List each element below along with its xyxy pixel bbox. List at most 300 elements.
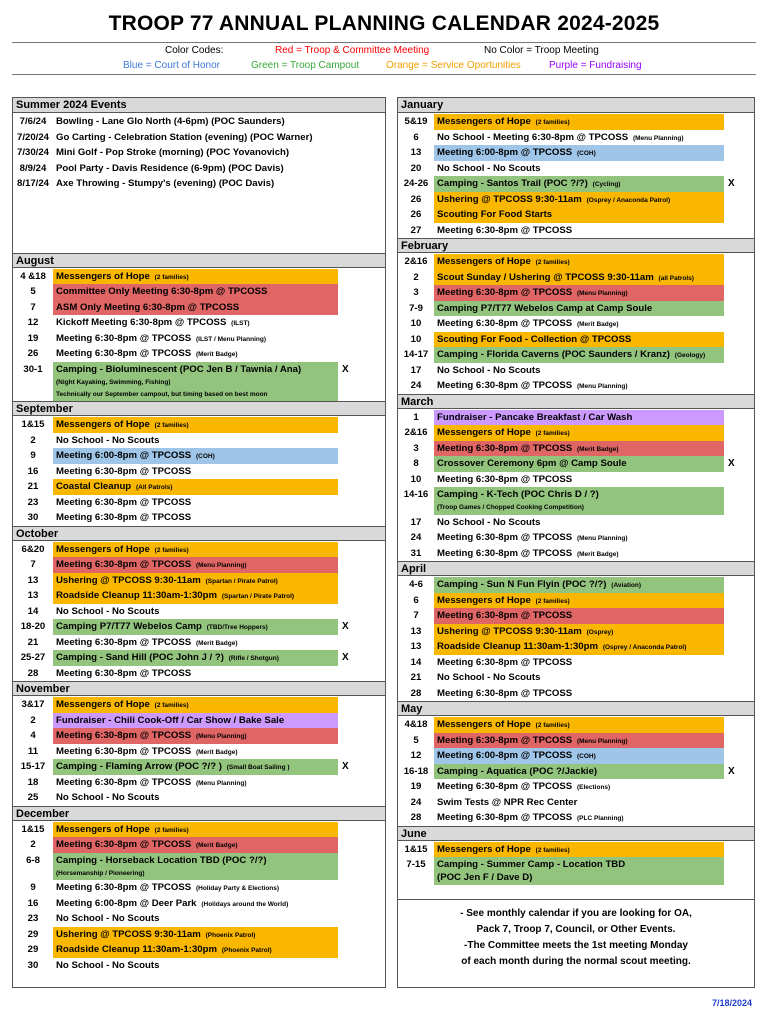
event-title: No School - No Scouts: [56, 959, 160, 971]
event-row: [13, 130, 385, 146]
event-title: Pool Party - Davis Residence (6-9pm) (POC Davis): [56, 162, 284, 174]
event-title: Meeting 6:30-8pm @ TPCOSS: [437, 224, 573, 236]
event-text: [53, 650, 338, 666]
event-detail: (Merit Badge): [575, 550, 619, 558]
event-date: 2: [413, 271, 419, 283]
event-title: Meeting 6:30-8pm @ TPCOSS: [437, 687, 573, 699]
event-date: 20: [410, 162, 422, 174]
event-row: [398, 842, 754, 858]
event-row: [13, 114, 385, 130]
event-detail: (Cycling): [590, 181, 621, 188]
event-detail: (Geology): [672, 352, 706, 359]
event-text: [434, 487, 724, 515]
event-title: Axe Throwing - Stumpy's (evening) (POC Davis): [56, 178, 275, 189]
event-row: [398, 748, 754, 764]
event-text: [434, 515, 724, 531]
event-row: [398, 441, 754, 457]
event-text: [53, 315, 338, 331]
event-text: [53, 588, 338, 604]
event-row: [13, 176, 385, 192]
event-title: Committee Only Meeting 6:30-8pm @ TPCOSS: [56, 286, 268, 297]
section-header-january: January: [398, 98, 754, 113]
event-text: [53, 331, 338, 347]
note-line: of each month during the normal scout meeting.: [461, 955, 691, 967]
event-text: [53, 269, 338, 285]
legend-orange: Orange = Service Oportunities: [386, 60, 521, 71]
event-date: 6-8: [26, 854, 40, 866]
event-text: [434, 456, 724, 472]
event-text: [434, 795, 724, 811]
event-row: [13, 331, 385, 347]
page-title: TROOP 77 ANNUAL PLANNING CALENDAR 2024-2025: [108, 12, 660, 35]
event-date: 19: [410, 781, 422, 792]
event-title: Meeting 6:30-8pm @ TPCOSS: [56, 839, 192, 850]
event-text: [53, 300, 338, 316]
event-subnote: (POC Jen F / Dave D): [437, 872, 533, 883]
event-detail: (2 families): [533, 119, 570, 126]
event-title: No School - No Scouts: [437, 162, 541, 174]
event-date: 29: [27, 928, 39, 940]
event-text: [434, 717, 724, 733]
campout-marker: X: [728, 765, 735, 777]
event-row: [13, 853, 385, 881]
event-text: [53, 635, 338, 651]
event-date: 3&17: [21, 699, 45, 710]
event-title: Bowling - Lane Glo North (4-6pm) (POC Saunders): [56, 116, 285, 127]
event-detail: (All Patrols): [134, 484, 173, 491]
event-text: [53, 837, 338, 853]
event-detail: (2 families): [533, 722, 570, 729]
event-detail: (Merit Badge): [194, 842, 238, 849]
event-title: Meeting 6:00-8pm @ Deer Park: [56, 897, 197, 909]
event-detail: (Holidays around the World): [199, 900, 289, 908]
event-row: [13, 269, 385, 285]
event-detail: (Menu Planning): [575, 290, 628, 297]
section-header-december: December: [13, 806, 385, 821]
event-title: Messengers of Hope: [437, 256, 531, 267]
footer-date: 7/18/2024: [711, 998, 752, 1008]
event-title: Meeting 6:30-8pm @ TPCOSS: [56, 348, 192, 359]
section-header-april: April: [398, 561, 754, 576]
event-text: [53, 433, 338, 449]
event-row: [13, 837, 385, 853]
event-text: [53, 775, 338, 791]
event-text: [434, 130, 724, 146]
event-title: Ushering @ TPCOSS 9:30-11am: [56, 574, 201, 586]
event-title: Mini Golf - Pop Stroke (morning) (POC Yovanovich): [56, 147, 290, 158]
event-date: 13: [410, 147, 422, 158]
event-detail: (2 families): [152, 546, 189, 554]
event-date: 5: [30, 286, 36, 297]
event-detail: (Rifle / Shotgun): [226, 655, 279, 662]
event-text: [434, 441, 724, 457]
event-text: [434, 608, 724, 624]
event-date: 2: [30, 714, 36, 726]
legend-red: Red = Troop & Committee Meeting: [275, 45, 430, 56]
event-text: [434, 161, 724, 177]
event-title: No School - No Scouts: [56, 913, 160, 924]
event-date: 16: [27, 897, 39, 909]
event-title: Meeting 6:30-8pm @ TPCOSS: [56, 559, 192, 570]
event-date: 3: [413, 442, 419, 454]
event-detail: (COH): [575, 753, 596, 760]
event-row: [13, 759, 385, 775]
event-detail: (Menu Planning): [194, 779, 247, 787]
event-date: 1&15: [404, 843, 428, 855]
event-date: 6: [413, 594, 419, 606]
event-text: [434, 764, 724, 780]
event-title: Meeting 6:30-8pm @ TPCOSS: [437, 380, 573, 391]
event-text: [53, 942, 338, 958]
event-row: [398, 114, 754, 130]
event-date: 18: [27, 776, 39, 788]
event-row: [398, 425, 754, 441]
event-date: 24: [410, 532, 422, 543]
event-date: 13: [410, 641, 422, 652]
event-detail: (Osprey / Anaconda Patrol): [584, 196, 671, 204]
event-row: [398, 332, 754, 348]
event-date: 8: [413, 458, 419, 469]
event-text: [53, 161, 338, 177]
event-row: [398, 655, 754, 671]
section-header-march: March: [398, 394, 754, 409]
event-row: [398, 410, 754, 426]
event-row: [13, 315, 385, 331]
event-date: 14-17: [403, 349, 429, 360]
event-date: 23: [27, 496, 39, 508]
event-text: [53, 728, 338, 744]
event-row: [398, 577, 754, 593]
event-date: 30: [27, 512, 39, 523]
event-detail: (Menu Planning): [575, 737, 628, 745]
event-title: Meeting 6:30-8pm @ TPCOSS: [437, 287, 573, 298]
event-row: [398, 670, 754, 686]
left-column: [12, 97, 386, 988]
event-date: 5&19: [404, 116, 428, 127]
event-text: [434, 624, 724, 640]
event-date: 4-6: [409, 579, 423, 590]
event-title: Camping - Aquatica (POC ?/Jackie): [437, 765, 598, 777]
event-text: [434, 546, 724, 562]
event-row: [398, 207, 754, 223]
campout-marker: X: [342, 363, 349, 375]
event-title: Messengers of Hope: [56, 419, 150, 430]
event-row: [398, 456, 754, 472]
event-detail: (2 families): [533, 430, 570, 437]
event-title: Scouting For Food - Collection @ TPCOSS: [437, 333, 632, 345]
event-title: Meeting 6:00-8pm @ TPCOSS: [56, 450, 192, 461]
event-text: [434, 425, 724, 441]
event-detail: (Elections): [575, 784, 611, 791]
event-row: [398, 733, 754, 749]
event-text: [434, 347, 724, 363]
event-title: Meeting 6:30-8pm @ TPCOSS: [56, 667, 192, 679]
event-detail: (2 families): [533, 259, 570, 266]
event-detail: (COH): [575, 150, 596, 157]
event-text: [53, 495, 338, 511]
event-row: [398, 254, 754, 270]
event-date: 7/20/24: [16, 131, 49, 143]
event-text: [434, 857, 724, 885]
event-row: [398, 223, 754, 239]
event-date: 8/17/24: [16, 178, 49, 189]
event-date: 18-20: [20, 621, 46, 632]
event-row: [398, 347, 754, 363]
note-line: Pack 7, Troop 7, Council, or Other Events.: [476, 923, 676, 935]
event-row: [398, 316, 754, 332]
event-date: 1&15: [21, 823, 45, 835]
event-date: 16-18: [403, 765, 429, 777]
event-title: Ushering @ TPCOSS 9:30-11am: [437, 193, 582, 205]
event-text: [53, 713, 338, 729]
event-row: [13, 927, 385, 943]
event-detail: (ILST / Menu Planning): [194, 335, 267, 343]
section-header-october: October: [13, 526, 385, 541]
legend-row-2: [0, 60, 768, 74]
event-detail: (2 families): [152, 422, 189, 429]
event-text: [434, 192, 724, 208]
event-detail: (Merit Badge): [194, 639, 238, 647]
event-text: [53, 619, 338, 635]
event-title: Meeting 6:30-8pm @ TPCOSS: [437, 318, 573, 329]
event-date: 14: [27, 605, 39, 617]
event-text: [53, 346, 338, 362]
event-text: [434, 733, 724, 749]
event-title: Messengers of Hope: [437, 843, 531, 855]
section-header-september: September: [13, 401, 385, 416]
section-header-may: May: [398, 701, 754, 716]
event-text: [53, 880, 338, 896]
event-detail: (Spartan / Pirate Patrol): [203, 577, 278, 585]
event-detail: (TBD/Tree Hoppers): [204, 624, 268, 631]
event-text: [53, 417, 338, 433]
event-date: 2: [30, 434, 36, 446]
event-subnote: (Night Kayaking, Swimming, Fishing): [56, 378, 171, 386]
event-text: [53, 114, 338, 130]
event-row: [398, 363, 754, 379]
event-title: Scouting For Food Starts: [437, 209, 553, 220]
event-detail: (Osprey): [584, 628, 614, 636]
event-detail: (all Patrols): [656, 274, 694, 282]
event-date: 12: [27, 317, 39, 328]
event-detail: (Phoenix Patrol): [220, 947, 272, 954]
event-text: [434, 145, 724, 161]
event-row: [398, 145, 754, 161]
event-date: 11: [27, 745, 39, 757]
event-title: Meeting 6:30-8pm @ TPCOSS: [56, 730, 192, 741]
event-date: 7: [30, 559, 36, 570]
event-row: [398, 686, 754, 702]
event-row: [13, 958, 385, 974]
event-row: [398, 717, 754, 733]
event-date: 14-16: [403, 489, 429, 500]
event-title: Messengers of Hope: [437, 427, 531, 438]
event-text: [53, 911, 338, 927]
event-date: 6&20: [21, 543, 45, 555]
event-date: 10: [410, 318, 422, 329]
event-date: 2: [30, 839, 36, 850]
event-row: [398, 472, 754, 488]
event-subnote: (Horsemanship / Pioneering): [56, 869, 145, 877]
event-date: 26: [410, 193, 422, 205]
event-text: [434, 223, 724, 239]
event-row: [13, 362, 385, 402]
event-title: Meeting 6:30-8pm @ TPCOSS: [56, 745, 192, 757]
event-row: [13, 790, 385, 806]
event-row: [398, 608, 754, 624]
event-text: [53, 666, 338, 682]
event-title: Coastal Cleanup: [56, 481, 132, 492]
event-text: [53, 790, 338, 806]
event-row: [13, 880, 385, 896]
event-date: 7: [30, 301, 36, 313]
event-title: Swim Tests @ NPR Rec Center: [437, 796, 578, 808]
event-detail: (2 families): [152, 273, 189, 281]
event-date: 31: [410, 547, 422, 559]
event-title: Camping - Bioluminescent (POC Jen B / Tawnia / Ana): [56, 363, 302, 375]
event-date: 30-1: [23, 363, 43, 375]
event-title: Roadside Cleanup 11:30am-1:30pm: [56, 590, 218, 601]
divider: [12, 42, 756, 43]
event-text: [434, 577, 724, 593]
right-column: [397, 97, 755, 988]
event-date: 21: [27, 636, 39, 648]
event-text: [53, 927, 338, 943]
event-date: 13: [27, 590, 39, 601]
campout-marker: X: [728, 458, 735, 469]
event-detail: (Merit Badge): [194, 748, 238, 756]
event-row: [398, 530, 754, 546]
legend-row-1: [0, 45, 768, 59]
event-title: Camping - Horseback Location TBD (POC ?/?): [56, 854, 267, 866]
event-row: [398, 624, 754, 640]
event-detail: (Merit Badge): [575, 445, 619, 453]
event-date: 25-27: [20, 652, 46, 663]
event-text: [434, 254, 724, 270]
event-row: [13, 822, 385, 838]
event-date: 10: [410, 333, 422, 345]
event-text: [53, 479, 338, 495]
event-title: Meeting 6:30-8pm @ TPCOSS: [437, 532, 573, 543]
event-row: [398, 161, 754, 177]
event-date: 13: [410, 625, 422, 637]
event-title: Meeting 6:30-8pm @ TPCOSS: [56, 636, 192, 648]
event-date: 6: [413, 131, 419, 143]
event-date: 2&16: [404, 427, 428, 438]
event-title: No School - Meeting 6:30-8pm @ TPCOSS: [437, 131, 629, 143]
event-date: 12: [410, 750, 422, 761]
event-row: [13, 775, 385, 791]
event-detail: (Merit Badge): [194, 351, 238, 358]
event-detail: (Phoenix Patrol): [203, 931, 256, 939]
event-text: [434, 748, 724, 764]
event-title: Meeting 6:30-8pm @ TPCOSS: [437, 610, 573, 621]
event-title: Messengers of Hope: [56, 699, 150, 710]
event-text: [53, 822, 338, 838]
event-title: Camping - Santos Trail (POC ?/?): [437, 178, 588, 189]
legend-purple: Purple = Fundraising: [549, 60, 642, 71]
event-title: Fundraiser - Chili Cook-Off / Car Show / Bake Sale: [56, 714, 285, 726]
event-date: 17: [410, 516, 422, 528]
section-header-november: November: [13, 681, 385, 696]
event-title: Messengers of Hope: [437, 116, 531, 127]
event-row: [398, 285, 754, 301]
note-line: - See monthly calendar if you are looking for OA,: [460, 907, 692, 919]
event-title: Meeting 6:30-8pm @ TPCOSS: [437, 547, 573, 559]
event-title: No School - No Scouts: [437, 364, 541, 376]
event-text: [53, 362, 338, 402]
event-title: Kickoff Meeting 6:30-8pm @ TPCOSS: [56, 317, 227, 328]
event-text: [53, 759, 338, 775]
event-row: [398, 515, 754, 531]
event-row: [13, 433, 385, 449]
event-detail: (PLC Planning): [575, 815, 624, 822]
event-title: No School - No Scouts: [437, 516, 541, 528]
event-title: Meeting 6:00-8pm @ TPCOSS: [437, 147, 573, 158]
campout-marker: X: [342, 761, 349, 772]
event-date: 17: [410, 364, 422, 376]
event-row: [13, 697, 385, 713]
campout-marker: X: [342, 652, 349, 663]
event-date: 14: [410, 656, 422, 668]
event-title: Meeting 6:00-8pm @ TPCOSS: [437, 750, 573, 761]
event-row: [398, 795, 754, 811]
notes-box: [398, 899, 754, 967]
event-title: Camping - K-Tech (POC Chris D / ?): [437, 489, 599, 500]
event-date: 19: [27, 332, 39, 344]
event-text: [434, 472, 724, 488]
event-text: [53, 510, 338, 526]
event-detail: (2 families): [152, 826, 189, 834]
event-detail: (Menu Planning): [575, 535, 628, 542]
event-date: 24-26: [403, 178, 429, 189]
event-detail: (ILST): [229, 320, 250, 327]
event-row: [13, 495, 385, 511]
event-row: [13, 635, 385, 651]
event-subnote: Technically our September campout, but timing based on best moon: [56, 390, 268, 398]
event-date: 26: [27, 348, 39, 359]
event-row: [13, 713, 385, 729]
event-row: [13, 145, 385, 161]
legend-label: Color Codes:: [165, 45, 224, 56]
legend-green: Green = Troop Campout: [251, 60, 360, 71]
event-text: [434, 316, 724, 332]
event-title: Go Carting - Celebration Station (evening) (POC Warner): [56, 131, 313, 143]
event-row: [398, 779, 754, 795]
event-title: Meeting 6:30-8pm @ TPCOSS: [56, 882, 192, 893]
event-row: [13, 911, 385, 927]
event-title: Meeting 6:30-8pm @ TPCOSS: [437, 812, 573, 823]
event-title: Meeting 6:30-8pm @ TPCOSS: [56, 776, 192, 788]
event-date: 28: [27, 667, 39, 679]
event-text: [434, 207, 724, 223]
event-text: [53, 145, 338, 161]
event-date: 7/30/24: [16, 147, 49, 158]
event-title: Camping - Sand Hill (POC John J / ?): [56, 652, 224, 663]
event-detail: (Menu Planning): [194, 562, 247, 569]
event-text: [434, 332, 724, 348]
event-row: [13, 573, 385, 589]
event-date: 25: [27, 792, 39, 803]
event-title: Meeting 6:30-8pm @ TPCOSS: [56, 465, 192, 477]
event-text: [434, 655, 724, 671]
event-text: [53, 744, 338, 760]
event-title: Meeting 6:30-8pm @ TPCOSS: [56, 332, 192, 344]
note-line: -The Committee meets the 1st meeting Monday: [464, 939, 688, 951]
event-title: Camping - Florida Caverns (POC Saunders / Kranz): [437, 349, 670, 360]
event-date: 7: [413, 610, 419, 621]
event-date: 7-9: [409, 302, 423, 314]
